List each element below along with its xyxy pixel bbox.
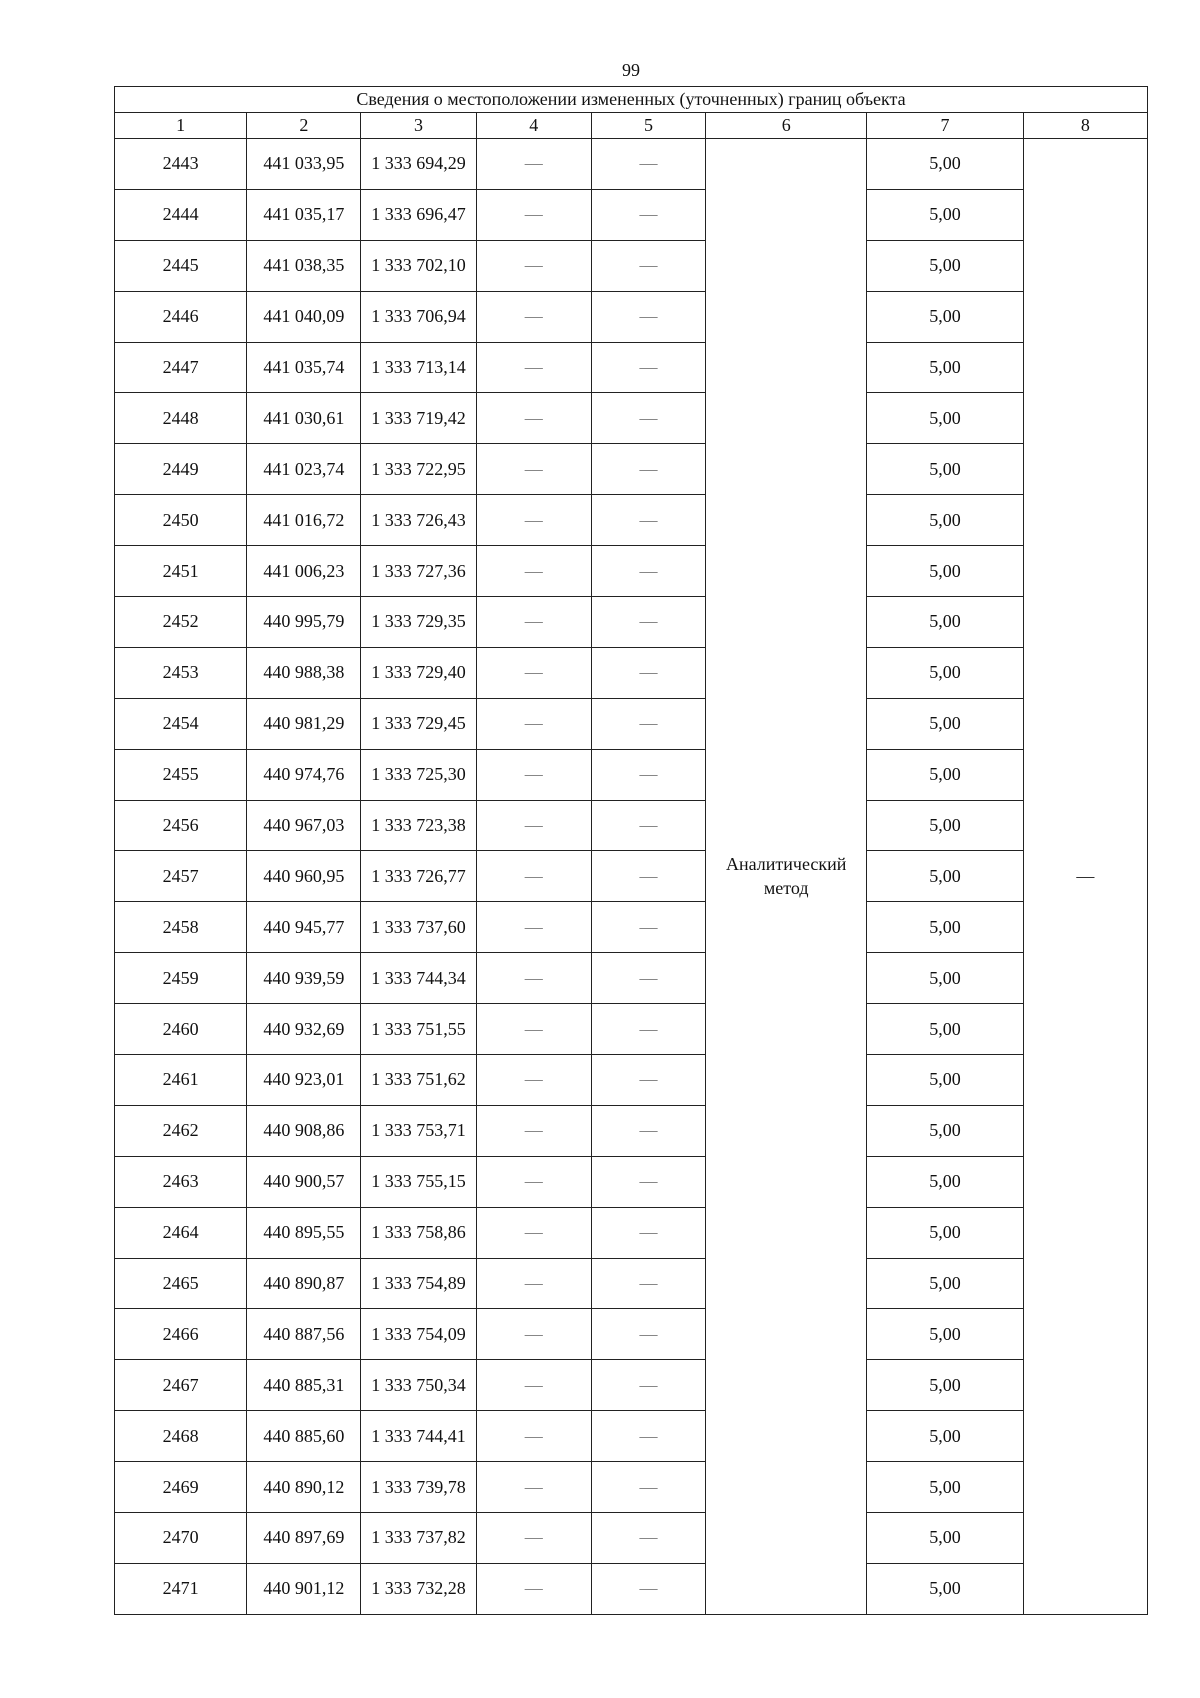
point-number-cell: 2456: [115, 800, 247, 851]
column-4-cell: —: [476, 698, 591, 749]
column-5-cell: —: [591, 851, 705, 902]
column-5-cell: —: [591, 749, 705, 800]
y-coordinate-cell: 1 333 729,45: [361, 698, 476, 749]
precision-cell: 5,00: [867, 1258, 1023, 1309]
column-5-cell: —: [591, 393, 705, 444]
column-5-cell: —: [591, 902, 705, 953]
table-row: [115, 902, 1148, 953]
table-row: [115, 1462, 1148, 1513]
table-row: [115, 1004, 1148, 1055]
method-cell: [706, 139, 867, 1615]
point-number-cell: 2460: [115, 1004, 247, 1055]
table-row: [115, 1156, 1148, 1207]
point-number-cell: 2471: [115, 1563, 247, 1614]
table-row: [115, 1055, 1148, 1106]
point-number-cell: 2458: [115, 902, 247, 953]
column-4-cell: —: [476, 1156, 591, 1207]
x-coordinate-cell: 440 923,01: [247, 1055, 361, 1106]
column-4-cell: —: [476, 291, 591, 342]
point-number-cell: 2455: [115, 749, 247, 800]
column-4-cell: —: [476, 1360, 591, 1411]
y-coordinate-cell: 1 333 754,89: [361, 1258, 476, 1309]
y-coordinate-cell: 1 333 722,95: [361, 444, 476, 495]
column-4-cell: —: [476, 1309, 591, 1360]
table-row: [115, 800, 1148, 851]
precision-cell: 5,00: [867, 139, 1023, 190]
point-number-cell: 2444: [115, 189, 247, 240]
table-row: [115, 647, 1148, 698]
table-body: [115, 139, 1148, 1615]
precision-cell: 5,00: [867, 1563, 1023, 1614]
column-4-cell: —: [476, 749, 591, 800]
y-coordinate-cell: 1 333 737,60: [361, 902, 476, 953]
y-coordinate-cell: 1 333 696,47: [361, 189, 476, 240]
table-row: [115, 139, 1148, 190]
y-coordinate-cell: 1 333 713,14: [361, 342, 476, 393]
table-row: [115, 1105, 1148, 1156]
column-5-cell: —: [591, 444, 705, 495]
column-5-cell: —: [591, 1563, 705, 1614]
point-number-cell: 2454: [115, 698, 247, 749]
point-number-cell: 2463: [115, 1156, 247, 1207]
x-coordinate-cell: 441 038,35: [247, 240, 361, 291]
column-4-cell: —: [476, 189, 591, 240]
column-number-row: [115, 113, 1148, 139]
table-row: [115, 444, 1148, 495]
precision-cell: 5,00: [867, 495, 1023, 546]
column-4-cell: —: [476, 647, 591, 698]
precision-cell: 5,00: [867, 1513, 1023, 1564]
column-4-cell: —: [476, 393, 591, 444]
boundary-coordinates-table: [114, 86, 1148, 1615]
precision-cell: 5,00: [867, 342, 1023, 393]
y-coordinate-cell: 1 333 727,36: [361, 546, 476, 597]
x-coordinate-cell: 440 900,57: [247, 1156, 361, 1207]
point-number-cell: 2465: [115, 1258, 247, 1309]
precision-cell: 5,00: [867, 240, 1023, 291]
x-coordinate-cell: 440 939,59: [247, 953, 361, 1004]
precision-cell: 5,00: [867, 1309, 1023, 1360]
y-coordinate-cell: 1 333 694,29: [361, 139, 476, 190]
x-coordinate-cell: 440 890,12: [247, 1462, 361, 1513]
precision-cell: 5,00: [867, 1105, 1023, 1156]
column-4-cell: —: [476, 546, 591, 597]
y-coordinate-cell: 1 333 729,40: [361, 647, 476, 698]
column-5-cell: —: [591, 240, 705, 291]
point-number-cell: 2470: [115, 1513, 247, 1564]
y-coordinate-cell: 1 333 751,62: [361, 1055, 476, 1106]
point-number-cell: 2452: [115, 597, 247, 648]
column-5-cell: —: [591, 1105, 705, 1156]
table-row: [115, 342, 1148, 393]
y-coordinate-cell: 1 333 744,34: [361, 953, 476, 1004]
precision-cell: 5,00: [867, 1360, 1023, 1411]
x-coordinate-cell: 441 023,74: [247, 444, 361, 495]
column-5-cell: —: [591, 800, 705, 851]
y-coordinate-cell: 1 333 726,43: [361, 495, 476, 546]
table-row: [115, 698, 1148, 749]
table-row: [115, 240, 1148, 291]
x-coordinate-cell: 440 960,95: [247, 851, 361, 902]
column-8-cell: —: [1023, 139, 1147, 1615]
precision-cell: 5,00: [867, 749, 1023, 800]
column-5-cell: —: [591, 1411, 705, 1462]
x-coordinate-cell: 440 890,87: [247, 1258, 361, 1309]
column-5-cell: —: [591, 1258, 705, 1309]
precision-cell: 5,00: [867, 1462, 1023, 1513]
column-number: 1: [115, 113, 247, 139]
precision-cell: 5,00: [867, 546, 1023, 597]
table-row: [115, 597, 1148, 648]
precision-cell: 5,00: [867, 444, 1023, 495]
column-5-cell: —: [591, 597, 705, 648]
column-5-cell: —: [591, 495, 705, 546]
column-5-cell: —: [591, 1309, 705, 1360]
x-coordinate-cell: 440 988,38: [247, 647, 361, 698]
column-number: 6: [706, 113, 867, 139]
point-number-cell: 2468: [115, 1411, 247, 1462]
point-number-cell: 2450: [115, 495, 247, 546]
method-line-1: Аналитический: [726, 854, 847, 875]
table-caption: Сведения о местоположении измененных (уточненных) границ объекта: [115, 87, 1148, 113]
table-row: [115, 1207, 1148, 1258]
x-coordinate-cell: 441 030,61: [247, 393, 361, 444]
x-coordinate-cell: 440 974,76: [247, 749, 361, 800]
x-coordinate-cell: 440 895,55: [247, 1207, 361, 1258]
y-coordinate-cell: 1 333 706,94: [361, 291, 476, 342]
precision-cell: 5,00: [867, 1156, 1023, 1207]
column-4-cell: —: [476, 1055, 591, 1106]
point-number-cell: 2466: [115, 1309, 247, 1360]
table-row: [115, 189, 1148, 240]
column-4-cell: —: [476, 953, 591, 1004]
column-4-cell: —: [476, 1004, 591, 1055]
column-5-cell: —: [591, 139, 705, 190]
x-coordinate-cell: 440 901,12: [247, 1563, 361, 1614]
column-5-cell: —: [591, 189, 705, 240]
y-coordinate-cell: 1 333 723,38: [361, 800, 476, 851]
precision-cell: 5,00: [867, 597, 1023, 648]
column-4-cell: —: [476, 495, 591, 546]
column-number: 8: [1023, 113, 1147, 139]
column-number: 3: [361, 113, 476, 139]
table-row: [115, 393, 1148, 444]
x-coordinate-cell: 441 006,23: [247, 546, 361, 597]
column-5-cell: —: [591, 647, 705, 698]
x-coordinate-cell: 440 908,86: [247, 1105, 361, 1156]
table-row: [115, 291, 1148, 342]
column-4-cell: —: [476, 851, 591, 902]
x-coordinate-cell: 440 932,69: [247, 1004, 361, 1055]
point-number-cell: 2459: [115, 953, 247, 1004]
y-coordinate-cell: 1 333 744,41: [361, 1411, 476, 1462]
x-coordinate-cell: 440 897,69: [247, 1513, 361, 1564]
column-4-cell: —: [476, 902, 591, 953]
column-4-cell: —: [476, 597, 591, 648]
precision-cell: 5,00: [867, 1055, 1023, 1106]
precision-cell: 5,00: [867, 189, 1023, 240]
x-coordinate-cell: 440 887,56: [247, 1309, 361, 1360]
y-coordinate-cell: 1 333 758,86: [361, 1207, 476, 1258]
point-number-cell: 2445: [115, 240, 247, 291]
x-coordinate-cell: 440 885,60: [247, 1411, 361, 1462]
column-5-cell: —: [591, 342, 705, 393]
point-number-cell: 2447: [115, 342, 247, 393]
point-number-cell: 2446: [115, 291, 247, 342]
column-4-cell: —: [476, 1462, 591, 1513]
column-4-cell: —: [476, 800, 591, 851]
column-5-cell: —: [591, 1055, 705, 1106]
column-5-cell: —: [591, 546, 705, 597]
x-coordinate-cell: 441 040,09: [247, 291, 361, 342]
page-number: 99: [622, 60, 640, 80]
column-5-cell: —: [591, 1207, 705, 1258]
precision-cell: 5,00: [867, 902, 1023, 953]
x-coordinate-cell: 441 035,74: [247, 342, 361, 393]
x-coordinate-cell: 440 967,03: [247, 800, 361, 851]
point-number-cell: 2464: [115, 1207, 247, 1258]
column-4-cell: —: [476, 444, 591, 495]
table-row: [115, 495, 1148, 546]
x-coordinate-cell: 440 995,79: [247, 597, 361, 648]
precision-cell: 5,00: [867, 953, 1023, 1004]
x-coordinate-cell: 441 033,95: [247, 139, 361, 190]
column-4-cell: —: [476, 1207, 591, 1258]
y-coordinate-cell: 1 333 739,78: [361, 1462, 476, 1513]
table-row: [115, 1360, 1148, 1411]
column-5-cell: —: [591, 698, 705, 749]
table-row: [115, 1411, 1148, 1462]
column-5-cell: —: [591, 1513, 705, 1564]
column-5-cell: —: [591, 291, 705, 342]
precision-cell: 5,00: [867, 851, 1023, 902]
column-4-cell: —: [476, 1513, 591, 1564]
table-row: [115, 546, 1148, 597]
y-coordinate-cell: 1 333 750,34: [361, 1360, 476, 1411]
column-4-cell: —: [476, 342, 591, 393]
y-coordinate-cell: 1 333 719,42: [361, 393, 476, 444]
precision-cell: 5,00: [867, 647, 1023, 698]
y-coordinate-cell: 1 333 729,35: [361, 597, 476, 648]
column-4-cell: —: [476, 1563, 591, 1614]
y-coordinate-cell: 1 333 754,09: [361, 1309, 476, 1360]
y-coordinate-cell: 1 333 751,55: [361, 1004, 476, 1055]
column-4-cell: —: [476, 1411, 591, 1462]
column-5-cell: —: [591, 953, 705, 1004]
column-5-cell: —: [591, 1462, 705, 1513]
point-number-cell: 2449: [115, 444, 247, 495]
y-coordinate-cell: 1 333 755,15: [361, 1156, 476, 1207]
point-number-cell: 2461: [115, 1055, 247, 1106]
column-5-cell: —: [591, 1004, 705, 1055]
column-number: 7: [867, 113, 1023, 139]
table-row: [115, 1513, 1148, 1564]
precision-cell: 5,00: [867, 1004, 1023, 1055]
y-coordinate-cell: 1 333 737,82: [361, 1513, 476, 1564]
column-5-cell: —: [591, 1360, 705, 1411]
point-number-cell: 2467: [115, 1360, 247, 1411]
point-number-cell: 2469: [115, 1462, 247, 1513]
point-number-cell: 2451: [115, 546, 247, 597]
y-coordinate-cell: 1 333 726,77: [361, 851, 476, 902]
column-number: 4: [476, 113, 591, 139]
y-coordinate-cell: 1 333 753,71: [361, 1105, 476, 1156]
x-coordinate-cell: 440 885,31: [247, 1360, 361, 1411]
column-4-cell: —: [476, 1258, 591, 1309]
point-number-cell: 2457: [115, 851, 247, 902]
table-row: [115, 953, 1148, 1004]
precision-cell: 5,00: [867, 1207, 1023, 1258]
precision-cell: 5,00: [867, 800, 1023, 851]
precision-cell: 5,00: [867, 393, 1023, 444]
x-coordinate-cell: 440 981,29: [247, 698, 361, 749]
point-number-cell: 2462: [115, 1105, 247, 1156]
method-line-2: метод: [763, 878, 809, 899]
precision-cell: 5,00: [867, 291, 1023, 342]
point-number-cell: 2443: [115, 139, 247, 190]
table-row: [115, 749, 1148, 800]
point-number-cell: 2453: [115, 647, 247, 698]
x-coordinate-cell: 441 035,17: [247, 189, 361, 240]
y-coordinate-cell: 1 333 702,10: [361, 240, 476, 291]
x-coordinate-cell: 441 016,72: [247, 495, 361, 546]
table-row: [115, 1258, 1148, 1309]
column-4-cell: —: [476, 240, 591, 291]
column-4-cell: —: [476, 139, 591, 190]
column-number: 5: [591, 113, 705, 139]
y-coordinate-cell: 1 333 725,30: [361, 749, 476, 800]
column-4-cell: —: [476, 1105, 591, 1156]
point-number-cell: 2448: [115, 393, 247, 444]
precision-cell: 5,00: [867, 698, 1023, 749]
precision-cell: 5,00: [867, 1411, 1023, 1462]
table-row: [115, 1563, 1148, 1614]
table-row: [115, 851, 1148, 902]
y-coordinate-cell: 1 333 732,28: [361, 1563, 476, 1614]
column-5-cell: —: [591, 1156, 705, 1207]
column-number: 2: [247, 113, 361, 139]
table-row: [115, 1309, 1148, 1360]
x-coordinate-cell: 440 945,77: [247, 902, 361, 953]
